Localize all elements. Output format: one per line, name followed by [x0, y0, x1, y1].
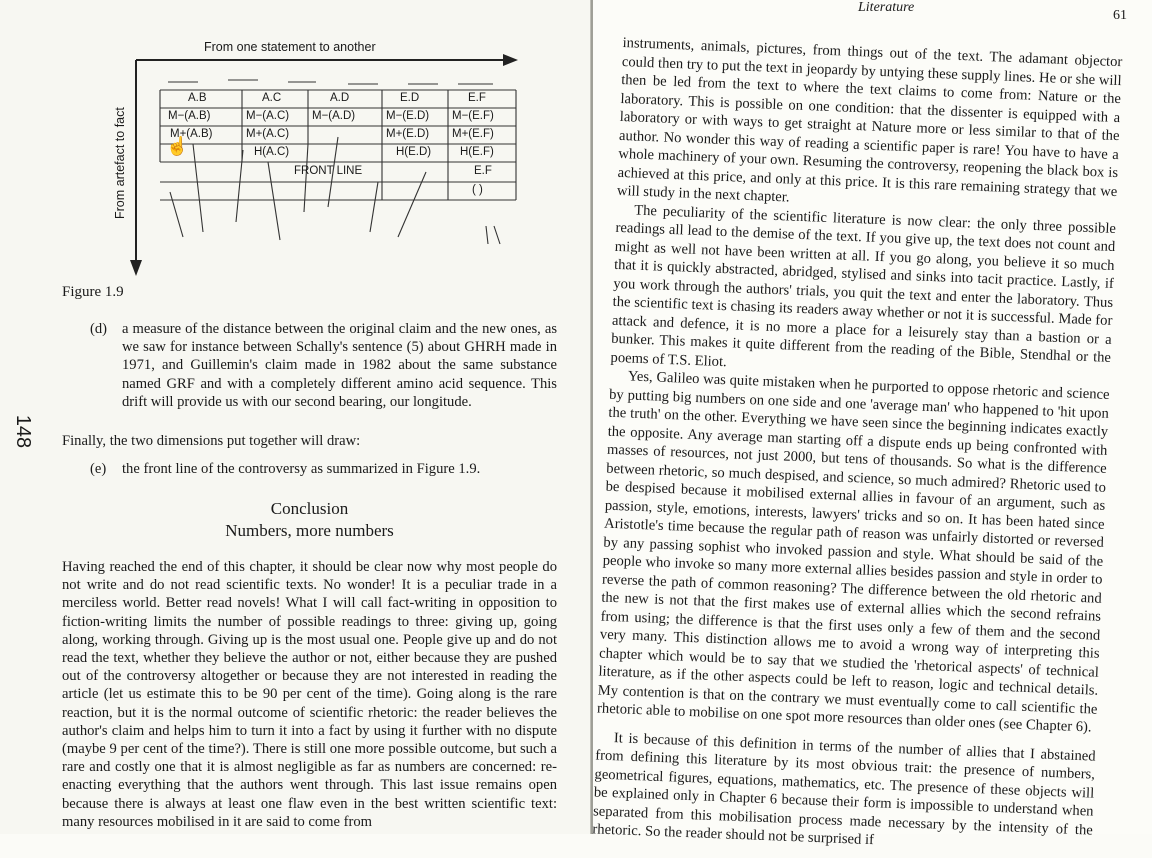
figure-caption: Figure 1.9: [62, 284, 124, 300]
figure-cell: H(E.D): [396, 146, 432, 158]
figure-cell: M+(E.F): [452, 128, 494, 140]
figure-cell: H(E.F): [460, 146, 494, 158]
figure-cell: H(A.C): [254, 146, 290, 158]
section-subheading: Numbers, more numbers: [225, 521, 394, 540]
figure-cell: M−(A.C): [246, 110, 290, 122]
figure-cell: M−(E.F): [452, 110, 494, 122]
list-item-e: [62, 460, 557, 480]
list-item-label: (e): [90, 461, 107, 477]
page-number: 61: [1113, 8, 1127, 23]
left-page: [0, 0, 592, 834]
figure-side-axis-label: From artefact to fact: [113, 107, 127, 219]
figure-1-9: [108, 32, 528, 282]
paragraph: It is because of this definition in terms of the number of allies that I abstained from defining this literature by its most obvious trait: the presence of numbers, geometrical figures, equations, mathematics, etc. The presence of these objects will be explained only in Chapter 6 because their form is impossible to understand when separated from this mobilisation process made necessary by the intensity of the rhetoric. So the reader should not be surprised if: [592, 729, 1096, 849]
figure-cell: M+(A.C): [246, 128, 290, 140]
figure-cell: M+(A.B): [170, 128, 213, 140]
figure-cell: A.D: [330, 92, 350, 104]
figure-cell: E.F: [468, 92, 486, 104]
list-item-text: the front line of the controversy as summarized in Figure 1.9.: [122, 461, 481, 477]
figure-cell: A.C: [262, 92, 282, 104]
paragraph: Yes, Galileo was quite mistaken when he purported to oppose rhetoric and science by putting big numbers on one side and one 'average man' who happened to 'hit upon the truth' on the other. Everything we have seen since the beginning indicates exactly the opposite. Any average man starting off a dispute ends up being confronted with masses of resources, not just 2000, but tens of thousands. So what is the difference between rhetoric, so much despised, and science, so much admired? Rhetoric used to be despised because it mobilised external allies in favour of an argument, such as passion, style, emotions, interests, lawyers' tricks and so on. It has been hated since Aristotle's time because the regular path of reason was unfairly distorted or reversed by any passing sophist who invoked passion and style. What should be said of the people who invoke so many more external allies besides passion and style in order to reverse the path of common reasoning? The difference between the old rhetoric and the new is not that the first makes use of external allies which the second refrains from using; the difference is that the first uses only a few of them and the second very many. This distinction allows me to avoid a wrong way of interpreting this chapter which would be to say that we studied the 'rhetorical aspects' of technical literature, as if the other aspects could be left to reason, logic and technical details. My contention is that on the contrary we must eventually come to call scientific the rhetoric able to mobilise on one spot more resources than older ones (see Chapter 6).: [596, 368, 1110, 736]
page-side-number: 148: [12, 414, 35, 449]
list-item-text: a measure of the distance between the original claim and the new ones, as we saw for instance between Schally's sentence (5) about GHRH made in 1971, and Guillemin's claim made in 1982 about the same substance named GRF and with a completely different amino acid sequence. This drift will provide us with our second bearing, our longitude.: [122, 321, 557, 410]
list-item-label: (d): [90, 321, 108, 337]
running-head: Literature: [858, 0, 915, 15]
figure-cell: ( ): [472, 184, 483, 196]
figure-cell: M−(A.B): [168, 110, 211, 122]
figure-cell: M−(E.D): [386, 110, 430, 122]
list-item-d: [62, 320, 557, 430]
figure-front-line-label: FRONT LINE: [294, 165, 363, 177]
paragraph: instruments, animals, pictures, from things out of the text. The adamant objector could then try to put the text in jeopardy by untying these supply lines. He or she will then be led from the text to where the text claims to come from: Nature or the laboratory. This is possible on one condition: that the dissenter is equipped with a laboratory or with ways to get straight at Nature more or less similar to that of the author. No wonder this way of reading a scientific paper is rare! You have to have a whole machinery of your own. Resuming the controversy, reopening the black box is achieved at this price, and only at this price. It is this rare remaining strategy that we will study in the next chapter.: [616, 34, 1123, 206]
figure-cell: E.F: [474, 165, 492, 177]
figure-cell: M−(A.D): [312, 110, 356, 122]
hand-pointer-icon: ☝: [166, 136, 189, 156]
section-heading: Conclusion: [270, 499, 349, 518]
right-page-body: [592, 34, 1123, 858]
paragraph: The peculiarity of the scientific literature is now clear: the only three possible readings all lead to the demise of the text. If you give up, the text does not count and might as well not have been written at all. If you go along, you believe it so much that it is quickly abstracted, abridged, stylised and sinks into tacit practice. Lastly, if you work through the authors' trials, you quit the text and enter the laboratory. Thus the scientific text is chasing its readers away whether or not it is successful. Made for attack and defence, it is no more a place for a leisurely stay than a bastion or a bunker. This makes it quite different from the reading of the Bible, Stendhal or the poems of T.S. Eliot.: [610, 202, 1117, 370]
figure-top-axis-label: From one statement to another: [204, 40, 376, 54]
figure-cell: M+(E.D): [386, 128, 430, 140]
paragraph-finally: Finally, the two dimensions put together will draw:: [62, 433, 361, 449]
figure-cell: A.B: [188, 92, 207, 104]
paragraph-conclusion: Having reached the end of this chapter, it should be clear now why most people do not write and do not read scientific texts. No wonder! It is a peculiar trade in a merciless world. Better read novels! What I will call fact-writing in opposition to fiction-writing limits the number of possible readings to three: giving up, going along, working through. Giving up is the most usual one. People give up and do not read the text, whether they believe the author or not, either because they are pushed out of the controversy altogether or because they are not interested in reading the article (let us estimate this to be 90 per cent of the time). Going along is the rare reaction, but it is the normal outcome of scientific rhetoric: the reader believes the author's claim and helps him to turn it into a fact by using it further with no dispute (maybe 9 per cent of the time?). There is still one more possible outcome, but such a rare and costly one that it is almost negligible as far as numbers are concerned: re-enacting everything that the authors went through. This last issue remains open because there is always at least one flaw even in the best written scientific text: many resources mobilised in it are said to come from: [62, 559, 557, 830]
figure-cell: E.D: [400, 92, 420, 104]
right-page: [592, 0, 1152, 849]
